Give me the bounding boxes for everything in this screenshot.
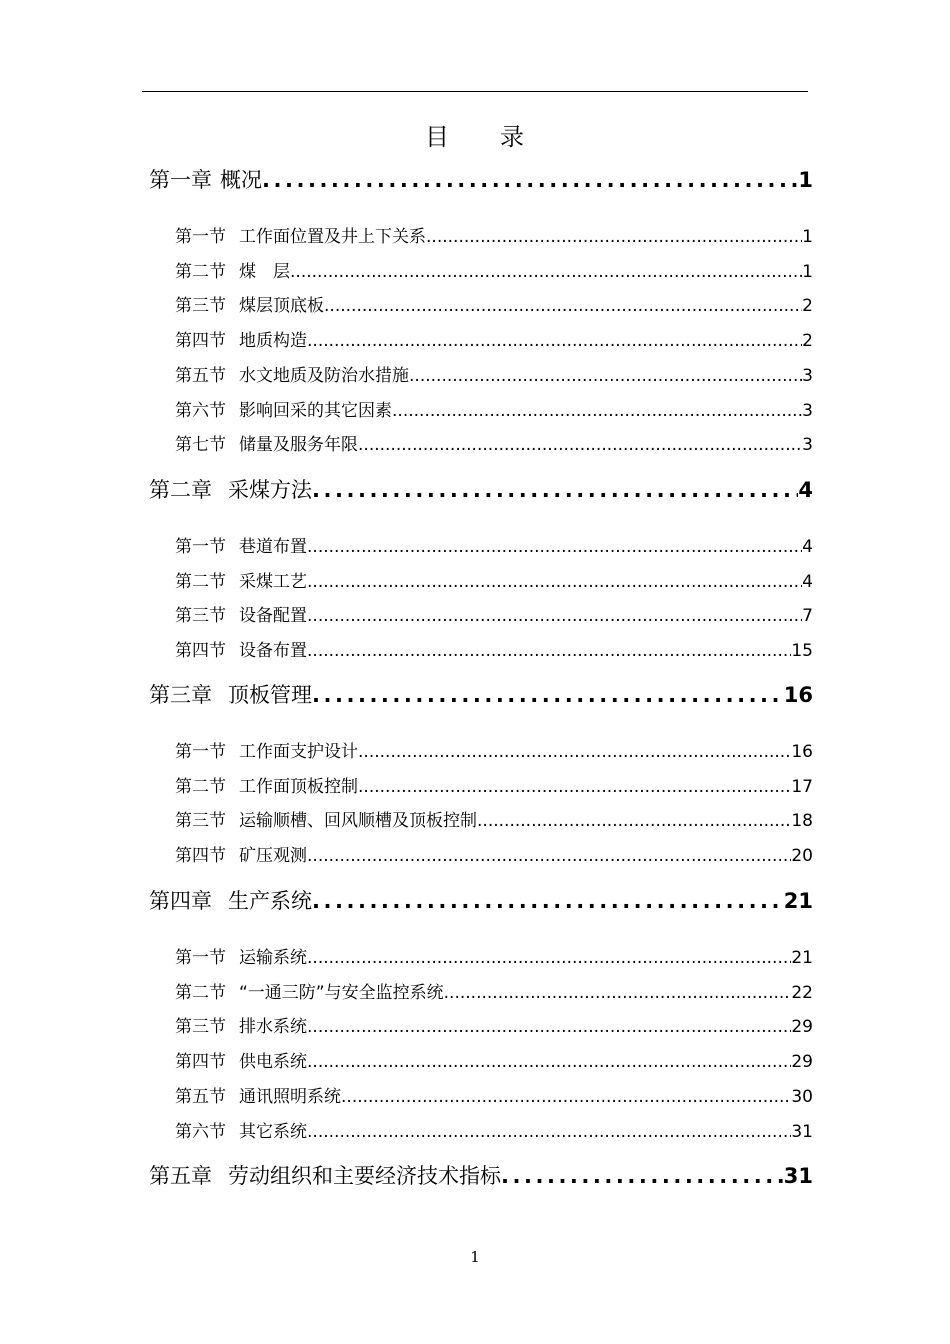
section-page-number: 16 <box>791 742 813 762</box>
section-title: 设备布置 <box>239 641 307 661</box>
section-page-number: 22 <box>791 983 813 1003</box>
dot-leader <box>307 331 802 351</box>
page-number: 1 <box>470 1248 480 1266</box>
dot-leader <box>307 537 802 557</box>
toc-section-entry[interactable] <box>175 1012 813 1037</box>
section-page-number: 3 <box>802 366 813 386</box>
section-label <box>175 222 426 247</box>
chapter-number: 第四章 <box>149 889 212 913</box>
section-label <box>175 430 358 455</box>
section-title: 巷道布置 <box>239 537 307 557</box>
dot-leader <box>290 262 802 282</box>
section-label <box>175 737 358 762</box>
chapter-number: 第三章 <box>149 683 212 707</box>
dot-leader <box>392 401 802 421</box>
chapter-title: 生产系统 <box>228 889 312 913</box>
chapter-label <box>149 679 312 709</box>
section-label <box>175 1117 307 1142</box>
toc-section-entry[interactable] <box>175 1082 813 1107</box>
section-title: 运输顺槽、回风顺槽及顶板控制 <box>239 811 477 831</box>
section-label <box>175 396 392 421</box>
dot-leader <box>307 1017 791 1037</box>
dot-leader <box>409 366 802 386</box>
dot-leader <box>307 1052 791 1072</box>
section-label <box>175 326 307 351</box>
section-label <box>175 636 307 661</box>
section-number: 第六节 <box>175 401 226 421</box>
section-page-number: 2 <box>802 331 813 351</box>
section-page-number: 21 <box>791 948 813 968</box>
section-page-number: 29 <box>791 1052 813 1072</box>
section-number: 第六节 <box>175 1122 226 1142</box>
dot-leader <box>358 777 791 797</box>
dot-leader <box>312 478 798 502</box>
section-title: 工作面位置及井上下关系 <box>239 227 426 247</box>
chapter-label <box>149 1160 501 1190</box>
section-label <box>175 257 290 282</box>
dot-leader <box>307 606 802 626</box>
section-label <box>175 943 307 968</box>
dot-leader <box>312 889 784 913</box>
section-title: 运输系统 <box>239 948 307 968</box>
section-page-number: 4 <box>802 537 813 557</box>
toc-section-entry[interactable] <box>175 396 813 421</box>
toc-section-entry[interactable] <box>175 291 813 316</box>
toc-section-entry[interactable] <box>175 430 813 455</box>
section-label <box>175 841 307 866</box>
dot-leader <box>477 811 791 831</box>
chapter-number: 第五章 <box>149 1164 212 1188</box>
section-label <box>175 1082 341 1107</box>
section-page-number: 31 <box>791 1122 813 1142</box>
toc-section-entry[interactable] <box>175 326 813 351</box>
toc-section-entry[interactable] <box>175 737 813 762</box>
toc-chapter-entry[interactable] <box>149 164 813 194</box>
toc-chapter-entry[interactable] <box>149 885 813 915</box>
section-number: 第四节 <box>175 846 226 866</box>
section-title: 排水系统 <box>239 1017 307 1037</box>
section-title: 采煤工艺 <box>239 572 307 592</box>
section-label <box>175 806 477 831</box>
section-label <box>175 1012 307 1037</box>
toc-title: 目 录 <box>425 123 525 151</box>
toc-section-entry[interactable] <box>175 841 813 866</box>
chapter-label <box>149 164 262 194</box>
chapter-label <box>149 885 312 915</box>
toc-section-entry[interactable] <box>175 567 813 592</box>
toc-chapter-entry[interactable] <box>149 474 813 504</box>
section-number: 第七节 <box>175 435 226 455</box>
toc-section-entry[interactable] <box>175 636 813 661</box>
section-number: 第三节 <box>175 1017 226 1037</box>
dot-leader <box>324 296 802 316</box>
section-title: 地质构造 <box>239 331 307 351</box>
section-page-number: 1 <box>802 227 813 247</box>
dot-leader <box>307 846 791 866</box>
chapter-label <box>149 474 312 504</box>
section-label <box>175 532 307 557</box>
section-title: 供电系统 <box>239 1052 307 1072</box>
section-number: 第三节 <box>175 811 226 831</box>
section-number: 第二节 <box>175 262 226 282</box>
section-title: 矿压观测 <box>239 846 307 866</box>
section-title: 设备配置 <box>239 606 307 626</box>
chapter-page-number: 1 <box>798 168 813 192</box>
section-title: 影响回采的其它因素 <box>239 401 392 421</box>
section-label <box>175 1047 307 1072</box>
chapter-title: 顶板管理 <box>228 683 312 707</box>
dot-leader <box>307 948 791 968</box>
section-number: 第四节 <box>175 331 226 351</box>
section-label <box>175 361 409 386</box>
section-title: 储量及服务年限 <box>239 435 358 455</box>
section-page-number: 4 <box>802 572 813 592</box>
chapter-page-number: 21 <box>783 889 813 913</box>
section-number: 第四节 <box>175 1052 226 1072</box>
section-number: 第一节 <box>175 537 226 557</box>
section-page-number: 18 <box>791 811 813 831</box>
dot-leader <box>262 168 798 192</box>
toc-section-entry[interactable] <box>175 1047 813 1072</box>
section-page-number: 2 <box>802 296 813 316</box>
section-page-number: 3 <box>802 435 813 455</box>
section-page-number: 20 <box>791 846 813 866</box>
toc-section-entry[interactable] <box>175 806 813 831</box>
chapter-number: 第一章 <box>149 168 212 192</box>
dot-leader <box>426 227 802 247</box>
toc-section-entry[interactable] <box>175 222 813 247</box>
section-title: 煤 层 <box>239 262 290 282</box>
toc-section-entry[interactable] <box>175 1117 813 1142</box>
section-number: 第三节 <box>175 606 226 626</box>
dot-leader <box>312 683 784 707</box>
chapter-title: 概况 <box>220 168 262 192</box>
chapter-number: 第二章 <box>149 478 212 502</box>
toc-section-entry[interactable] <box>175 943 813 968</box>
chapter-page-number: 16 <box>783 683 813 707</box>
section-title: 工作面顶板控制 <box>239 777 358 797</box>
toc-section-entry[interactable] <box>175 361 813 386</box>
section-page-number: 15 <box>791 641 813 661</box>
section-number: 第一节 <box>175 948 226 968</box>
section-page-number: 1 <box>802 262 813 282</box>
section-page-number: 3 <box>802 401 813 421</box>
section-label <box>175 978 444 1003</box>
section-title: 煤层顶底板 <box>239 296 324 316</box>
dot-leader <box>444 983 792 1003</box>
section-number: 第二节 <box>175 572 226 592</box>
section-page-number: 29 <box>791 1017 813 1037</box>
section-number: 第五节 <box>175 366 226 386</box>
dot-leader <box>341 1087 791 1107</box>
toc-section-entry[interactable] <box>175 772 813 797</box>
toc-section-entry[interactable] <box>175 532 813 557</box>
dot-leader <box>358 435 802 455</box>
section-number: 第二节 <box>175 777 226 797</box>
dot-leader <box>358 742 791 762</box>
section-label <box>175 601 307 626</box>
dot-leader <box>307 641 791 661</box>
section-number: 第一节 <box>175 742 226 762</box>
section-number: 第四节 <box>175 641 226 661</box>
toc-chapter-entry[interactable] <box>149 679 813 709</box>
chapter-page-number: 31 <box>783 1164 813 1188</box>
chapter-page-number: 4 <box>798 478 813 502</box>
section-label <box>175 291 324 316</box>
section-number: 第五节 <box>175 1087 226 1107</box>
toc-section-entry[interactable] <box>175 978 813 1003</box>
section-page-number: 30 <box>791 1087 813 1107</box>
dot-leader <box>307 1122 791 1142</box>
section-label <box>175 772 358 797</box>
section-title: 其它系统 <box>239 1122 307 1142</box>
toc-chapter-entry[interactable] <box>149 1160 813 1190</box>
chapter-title: 劳动组织和主要经济技术指标 <box>228 1164 501 1188</box>
section-title: 水文地质及防治水措施 <box>239 366 409 386</box>
chapter-title: 采煤方法 <box>228 478 312 502</box>
section-page-number: 17 <box>791 777 813 797</box>
dot-leader <box>307 572 802 592</box>
section-title: 通讯照明系统 <box>239 1087 341 1107</box>
section-number: 第二节 <box>175 983 226 1003</box>
section-number: 第三节 <box>175 296 226 316</box>
section-number: 第一节 <box>175 227 226 247</box>
section-title: “一通三防”与安全监控系统 <box>239 983 444 1003</box>
toc-section-entry[interactable] <box>175 601 813 626</box>
toc-section-entry[interactable] <box>175 257 813 282</box>
section-title: 工作面支护设计 <box>239 742 358 762</box>
dot-leader <box>501 1164 784 1188</box>
section-page-number: 7 <box>802 606 813 626</box>
section-label <box>175 567 307 592</box>
